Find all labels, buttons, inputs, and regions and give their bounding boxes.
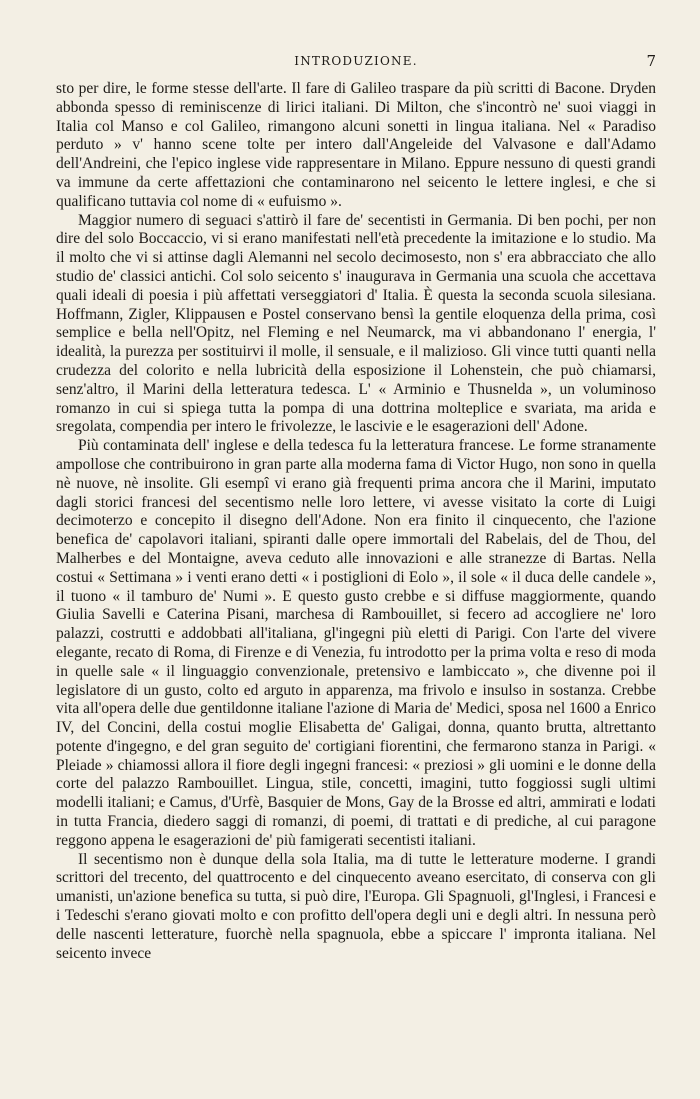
running-header (56, 52, 656, 72)
paragraph: Il secentismo non è dunque della sola Italia, ma di tutte le letterature moderne. I grandi scrittori del trecento, del quattrocento e del cinquecento aveano esercitato, di conserva con gli umanisti, un'azione benefica su tutta, si può dire, l'Europa. Gli Spagnuoli, gl'Inglesi, i Francesi e i Tedeschi s'erano giovati molto e con profitto dell'opera degli uni e degli altri. In nessuna però delle nascenti letterature, fuorchè nella spagnuola, ebbe a spiccare l' impronta italiana. Nel seicento invece (56, 850, 656, 962)
chapter-title: INTRODUZIONE. (294, 54, 418, 68)
paragraph: Maggior numero di seguaci s'attirò il fare de' secentisti in Germania. Di ben pochi, per non dire del solo Boccaccio, vi si erano manifestati nell'età precedente la imitazione e lo studio. Ma il molto che vi si attinse dagli Alemanni nel secolo decimosesto, non s' era abbracciato che allo studio de' classici antichi. Col solo seicento s' inaugurava in Germania una scuola che accettava quali ideali di poesia i più affettati verseggiatori d' Italia. È questa la seconda scuola silesiana. Hoffmann, Zigler, Klippausen e Postel conservano bensì la gentile eloquenza della prima, così semplice e bella nell'Opitz, nel Fleming e nel Neumarck, ma vi abbandonano l' energia, l' idealità, la purezza per sostituirvi il molle, il sensuale, e il malizioso. Gli vince tutti quanti nella crudezza del colorito e nella lubricità della esposizione il Lohenstein, che può chiamarsi, senz'altro, il Marini della letteratura tedesca. L' « Arminio e Thusnelda », un voluminoso romanzo in cui si spiega tutta la pompa di una dottrina molteplice e svariata, ma arida e sregolata, compendia per intero le frivolezze, le lascivie e le esagerazioni dell' Adone. (56, 211, 656, 436)
body-text (56, 80, 656, 963)
paragraph: sto per dire, le forme stesse dell'arte. Il fare di Galileo traspare da più scritti di Bacone. Dryden abbonda spesso di reminiscenze di lirici italiani. Di Milton, che s'incontrò ne' suoi viaggi in Italia col Manso e col Galileo, rimangono alcuni sonetti in lingua italiana. Nel « Paradiso perduto » v' hanno scene tolte per intero dall'Angeleide del Valvasone e dall'Adamo dell'Andreini, che l'epico inglese vide rappresentare in Milano. Eppure nessuno di questi grandi va immune da certe affettazioni che contaminarono nel seicento le lettere inglesi, e che si qualificano tuttavia col nome di « eufuismo ». (56, 80, 656, 210)
page-number: 7 (646, 52, 656, 70)
paragraph: Più contaminata dell' inglese e della tedesca fu la letteratura francese. Le forme stranamente ampollose che contribuirono in gran parte alla moderna fama di Victor Hugo, non sono in quella nè nuove, nè insolite. Gli esempî vi erano già frequenti prima ancora che il Marini, imputato dagli storici francesi del secentismo nelle loro lettere, vi avesse visitato la corte di Luigi decimoterzo e concepito il disegno dell'Adone. Non era finito il cinquecento, che l'azione benefica de' capolavori italiani, spiranti dalle opere immortali del Rabelais, del de Thou, del Malherbes e del Montaigne, aveva ceduto alle innovazioni e alle stranezze di Bartas. Nella costui « Settimana » i venti erano detti « i postiglioni di Eolo », il sole « il duca delle candele », il tuono « il tamburo de' Numi ». E questo gusto crebbe e si diffuse maggiormente, quando Giulia Savelli e Caterina Pisani, marchesa di Rambouillet, si fecero ad accogliere ne' loro palazzi, costrutti e addobbati all'italiana, gl'ingegni più eletti di Parigi. Con l'arte del vivere elegante, recato di Roma, di Firenze e di Venezia, fu introdotto per la prima volta e reso di moda in quelle sale « il linguaggio convenzionale, pretensivo e lambiccato », che divenne poi il legislatore di un gusto, colto ed arguto in apparenza, ma frivolo e insulso in sostanza. Crebbe vita all'opera delle due gentildonne italiane l'azione di Maria de' Medici, sposa nel 1600 a Enrico IV, del Concini, della costui moglie Elisabetta de' Galigai, donna, quanto brutta, altrettanto potente d'ingegno, e del gran seguito de' cortigiani fiorentini, che fermarono stanza in Parigi. « Pleiade » chiamossi allora il fiore degli ingegni francesi: « preziosi » gli uomini e le donne della corte del palazzo Rambouillet. Lingua, stile, concetti, imagini, tutto foggiossi sugli ultimi modelli italiani; e Camus, d'Urfè, Basquier de Mons, Gay de la Brosse ed altri, ammirati e lodati in tutta Francia, diedero saggi di romanzi, di poemi, di trattati e di prediche, al cui paragone reggono appena le esagerazioni de' più famigerati secentisti italiani. (56, 437, 656, 849)
